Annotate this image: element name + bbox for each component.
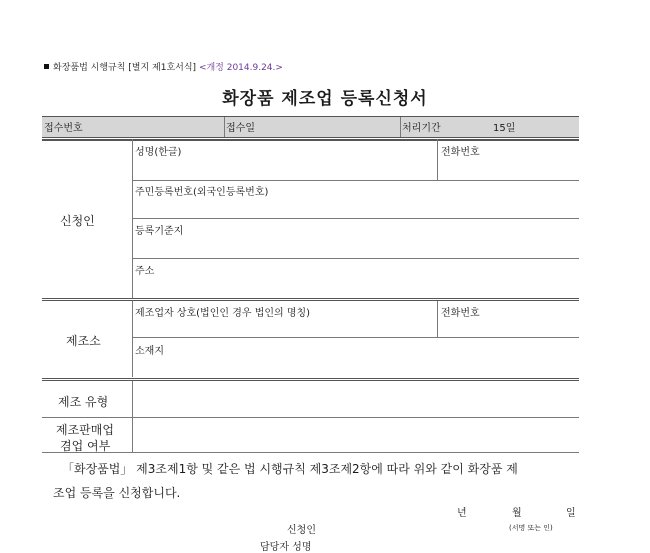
law-reference-line — [44, 60, 283, 73]
divider — [42, 139, 579, 141]
date-day-label: 일 — [566, 508, 576, 519]
bullet-square-icon — [44, 64, 49, 69]
applicant-name-label: 성명(한글) — [135, 147, 182, 158]
divider — [42, 298, 579, 301]
address-label: 주소 — [135, 266, 155, 277]
statement-line-1: 「화장품법」 제3조제1항 및 같은 법 시행규칙 제3조제2항에 따라 위와 같이 화장품 제 — [62, 462, 518, 476]
date-year-label: 년 — [457, 508, 467, 519]
law-reference: 화장품법 시행규칙 [별지 제1호서식] — [53, 63, 197, 73]
applicant-section-label: 신청인 — [60, 214, 95, 228]
sales-dual-field[interactable] — [133, 418, 578, 451]
sales-dual-label-line1: 제조판매업 — [56, 423, 114, 437]
manufacturer-section-label: 제조소 — [66, 334, 101, 348]
revision-note: <개정 2014.9.24.> — [198, 63, 283, 73]
divider — [42, 452, 579, 453]
person-in-charge-label: 담당자 성명 — [260, 542, 312, 553]
receipt-date-label: 접수일 — [226, 123, 255, 134]
resident-number-field[interactable] — [133, 196, 578, 217]
divider — [132, 180, 579, 181]
divider — [224, 117, 225, 137]
divider — [132, 258, 579, 259]
divider — [132, 218, 579, 219]
divider — [132, 337, 579, 338]
applicant-name-field[interactable] — [133, 156, 436, 179]
signature-applicant-label: 신청인 — [287, 525, 316, 536]
registry-base-label: 등록기준지 — [135, 226, 184, 237]
receipt-number-label: 접수번호 — [44, 123, 83, 134]
processing-period-value: 15일 — [493, 123, 516, 134]
manufacturer-phone-label: 전화번호 — [441, 308, 480, 319]
company-name-label: 제조업자 상호(법인인 경우 법인의 명칭) — [135, 308, 311, 319]
form-title: 화장품 제조업 등록신청서 — [222, 89, 428, 109]
location-field[interactable] — [133, 355, 578, 376]
location-label: 소재지 — [135, 346, 164, 357]
applicant-phone-label: 전화번호 — [441, 147, 480, 158]
applicant-phone-field[interactable] — [438, 156, 578, 179]
registry-base-field[interactable] — [133, 235, 578, 256]
manufacture-type-label: 제조 유형 — [58, 395, 109, 409]
signature-note: (서명 또는 인) — [509, 524, 553, 532]
statement-line-2: 조업 등록을 신청합니다. — [53, 486, 181, 500]
company-name-field[interactable] — [133, 317, 436, 336]
divider — [400, 117, 401, 137]
resident-number-label: 주민등록번호(외국인등록번호) — [135, 187, 269, 198]
manufacturer-phone-field[interactable] — [438, 317, 578, 336]
address-field[interactable] — [133, 275, 578, 297]
divider — [42, 378, 579, 381]
manufacture-type-field[interactable] — [133, 382, 578, 416]
sales-dual-label-line2: 겸업 여부 — [60, 439, 111, 453]
processing-period-label: 처리기간 — [402, 123, 441, 134]
date-month-label: 월 — [512, 508, 522, 519]
